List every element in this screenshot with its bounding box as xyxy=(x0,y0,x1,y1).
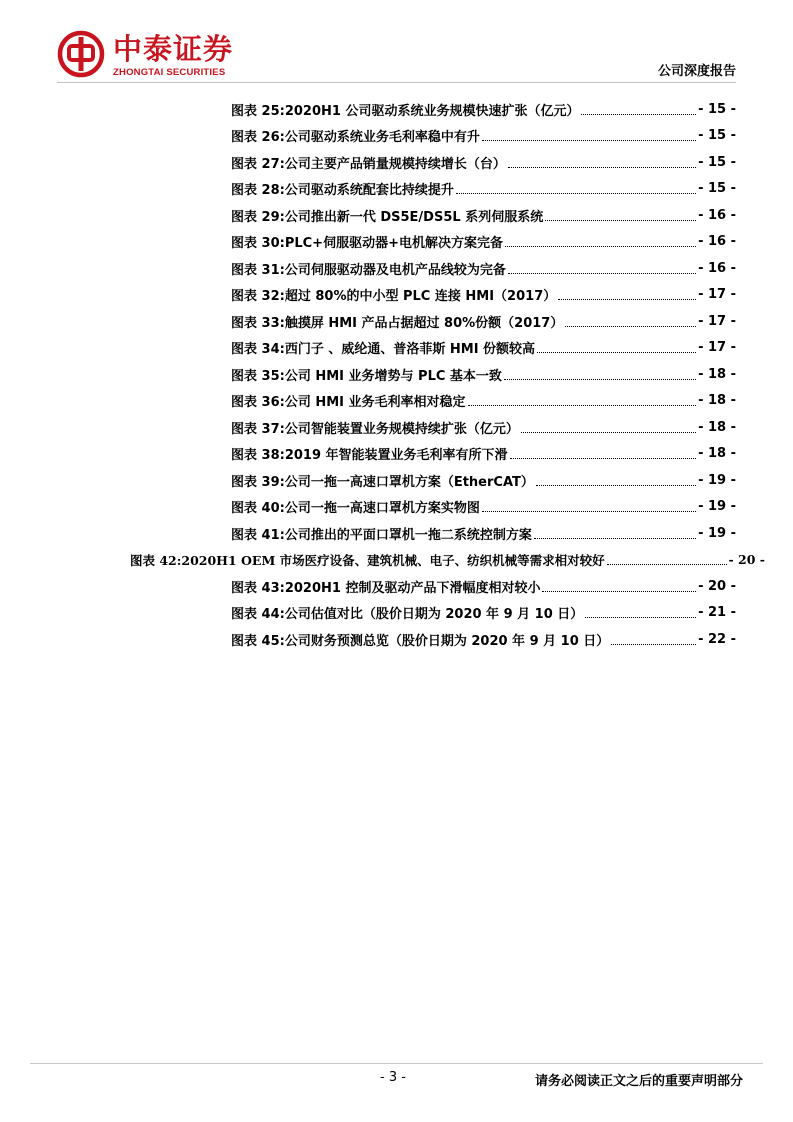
toc-entry[interactable] xyxy=(231,204,736,226)
toc-entry[interactable] xyxy=(231,469,736,491)
toc-entry[interactable] xyxy=(231,231,736,253)
toc-entry-page: - 19 - xyxy=(698,525,736,541)
logo-english-name: ZHONGTAI SECURITIES xyxy=(113,67,226,78)
toc-entry[interactable] xyxy=(231,496,736,518)
toc-entry-page: - 20 - xyxy=(728,552,765,567)
toc-entry-title: 公司主要产品销量规模持续增长（台） xyxy=(284,156,506,172)
toc-leader-dots xyxy=(581,114,696,115)
toc-entry-page: - 16 - xyxy=(698,207,736,223)
toc-leader-dots xyxy=(508,273,696,274)
toc-entry-label: 图表 38: xyxy=(231,448,285,463)
toc-entry-page: - 19 - xyxy=(698,472,736,488)
logo-chinese-name: 中泰证券 xyxy=(113,32,234,66)
toc-entry-label: 图表 43: xyxy=(231,580,285,596)
toc-leader-dots xyxy=(468,405,697,406)
toc-entry[interactable] xyxy=(130,549,765,571)
toc-entry-page: - 18 - xyxy=(698,393,736,408)
toc-entry-page: - 15 - xyxy=(698,181,736,196)
toc-entry-page: - 18 - xyxy=(698,419,736,435)
toc-entry[interactable] xyxy=(231,628,736,650)
toc-entry-page: - 15 - xyxy=(698,101,736,117)
toc-entry[interactable] xyxy=(231,98,736,120)
page-number: - 3 - xyxy=(380,1070,406,1085)
toc-entry[interactable] xyxy=(231,151,736,173)
toc-leader-dots xyxy=(521,432,696,433)
toc-entry-page: - 16 - xyxy=(698,234,736,249)
toc-entry-page: - 16 - xyxy=(698,260,736,276)
toc-entry-page: - 17 - xyxy=(698,313,736,329)
toc-entry-title: 公司估值对比（股价日期为 2020 年 9 月 10 日） xyxy=(284,607,584,622)
toc-leader-dots xyxy=(607,564,727,565)
disclaimer-note: 请务必阅读正文之后的重要声明部分 xyxy=(534,1074,743,1089)
toc-entry[interactable] xyxy=(231,443,736,465)
toc-entry-label: 图表 31: xyxy=(231,262,285,278)
toc-entry-title: 公司财务预测总览（股价日期为 2020 年 9 月 10 日） xyxy=(284,633,610,649)
toc-entry-label: 图表 34: xyxy=(231,342,285,357)
toc-entry-page: - 17 - xyxy=(698,287,736,302)
toc-leader-dots xyxy=(456,193,696,194)
toc-entry-title: 超过 80%的中小型 PLC 连接 HMI（2017） xyxy=(284,289,557,304)
toc-entry-label: 图表 30: xyxy=(231,236,285,251)
toc-leader-dots xyxy=(482,140,696,141)
toc-entry-page: - 18 - xyxy=(698,446,736,461)
toc-leader-dots xyxy=(534,538,696,539)
toc-entry-label: 图表 39: xyxy=(231,474,285,490)
report-type: 公司深度报告 xyxy=(657,64,736,79)
toc-entry-label: 图表 35: xyxy=(231,368,285,384)
toc-leader-dots xyxy=(565,326,696,327)
toc-leader-dots xyxy=(504,379,696,380)
toc-leader-dots xyxy=(611,644,696,645)
toc-entry-label: 图表 40: xyxy=(231,501,285,516)
toc-entry-title: 公司智能装置业务规模持续扩张（亿元） xyxy=(284,421,519,437)
toc-leader-dots xyxy=(558,299,696,300)
toc-entry[interactable] xyxy=(231,522,736,544)
toc-entry[interactable] xyxy=(231,310,736,332)
toc-entry-title: 公司推出的平面口罩机一拖二系统控制方案 xyxy=(284,527,532,543)
toc-entry-title: 公司一拖一高速口罩机方案实物图 xyxy=(284,501,480,516)
toc-leader-dots xyxy=(510,458,697,459)
toc-entry[interactable] xyxy=(231,284,736,306)
toc-leader-dots xyxy=(585,617,696,618)
toc-entry-page: - 18 - xyxy=(698,366,736,382)
toc-entry[interactable] xyxy=(231,416,736,438)
toc-leader-dots xyxy=(537,352,696,353)
toc-entry-page: - 17 - xyxy=(698,340,736,355)
toc-leader-dots xyxy=(542,591,696,592)
toc-entry-label: 图表 27: xyxy=(231,156,285,172)
toc-entry-title: 公司 HMI 业务增势与 PLC 基本一致 xyxy=(284,368,502,384)
toc-entry-page: - 15 - xyxy=(698,154,736,170)
toc-entry-label: 图表 42: xyxy=(130,552,182,568)
toc-entry-page: - 22 - xyxy=(698,631,736,647)
toc-entry-page: - 15 - xyxy=(698,128,736,143)
toc-entry-label: 图表 26: xyxy=(231,130,285,145)
toc-entry-label: 图表 37: xyxy=(231,421,285,437)
toc-entry-title: 2020H1 控制及驱动产品下滑幅度相对较小 xyxy=(284,580,541,596)
toc-entry-page: - 21 - xyxy=(698,605,736,620)
toc-entry[interactable] xyxy=(231,337,736,359)
toc-leader-dots xyxy=(545,220,696,221)
toc-entry[interactable] xyxy=(231,390,736,412)
toc-entry-label: 图表 32: xyxy=(231,289,285,304)
toc-entry-title: 2020H1 公司驱动系统业务规模快速扩张（亿元） xyxy=(284,103,580,119)
toc-entry-title: 公司伺服驱动器及电机产品线较为完备 xyxy=(284,262,506,278)
toc-entry-title: 公司推出新一代 DS5E/DS5L 系列伺服系统 xyxy=(284,209,544,225)
toc-entry-page: - 19 - xyxy=(698,499,736,514)
toc-entry-title: PLC+伺服驱动器+电机解决方案完备 xyxy=(284,236,503,251)
toc-entry-title: 西门子 、威纶通、普洛菲斯 HMI 份额较高 xyxy=(284,342,536,357)
footer-divider xyxy=(30,1063,763,1064)
toc-leader-dots xyxy=(536,485,696,486)
toc-entry-title: 公司一拖一高速口罩机方案（EtherCAT） xyxy=(284,474,534,490)
toc-entry-label: 图表 33: xyxy=(231,315,285,331)
toc-entry[interactable] xyxy=(231,178,736,200)
page-header xyxy=(0,0,793,90)
toc-entry-page: - 20 - xyxy=(698,578,736,594)
toc-entry-title: 公司驱动系统配套比持续提升 xyxy=(284,183,454,198)
toc-entry[interactable] xyxy=(231,575,736,597)
toc-entry-label: 图表 45: xyxy=(231,633,285,649)
toc-entry-label: 图表 36: xyxy=(231,395,285,410)
toc-entry-label: 图表 29: xyxy=(231,209,285,225)
company-logo xyxy=(57,30,247,80)
toc-entry-title: 2019 年智能装置业务毛利率有所下滑 xyxy=(284,448,508,463)
toc-entry-title: 触摸屏 HMI 产品占据超过 80%份额（2017） xyxy=(284,315,564,331)
toc-entry[interactable] xyxy=(231,125,736,147)
toc-leader-dots xyxy=(508,167,696,168)
toc-entry-title: 公司 HMI 业务毛利率相对稳定 xyxy=(284,395,466,410)
toc-entry-label: 图表 25: xyxy=(231,103,285,119)
toc-entry-label: 图表 44: xyxy=(231,607,285,622)
toc-entry[interactable] xyxy=(231,257,736,279)
toc-entry-title: 2020H1 OEM 市场医疗设备、建筑机械、电子、纺织机械等需求相对较好 xyxy=(181,552,605,568)
toc-entry-title: 公司驱动系统业务毛利率稳中有升 xyxy=(284,130,480,145)
toc-entry[interactable] xyxy=(231,363,736,385)
zhongtai-logo-icon xyxy=(57,30,105,78)
toc-leader-dots xyxy=(482,511,696,512)
toc-entry-label: 图表 28: xyxy=(231,183,285,198)
toc-entry[interactable] xyxy=(231,602,736,624)
toc-leader-dots xyxy=(505,246,696,247)
toc-entry-label: 图表 41: xyxy=(231,527,285,543)
header-divider xyxy=(57,82,736,83)
